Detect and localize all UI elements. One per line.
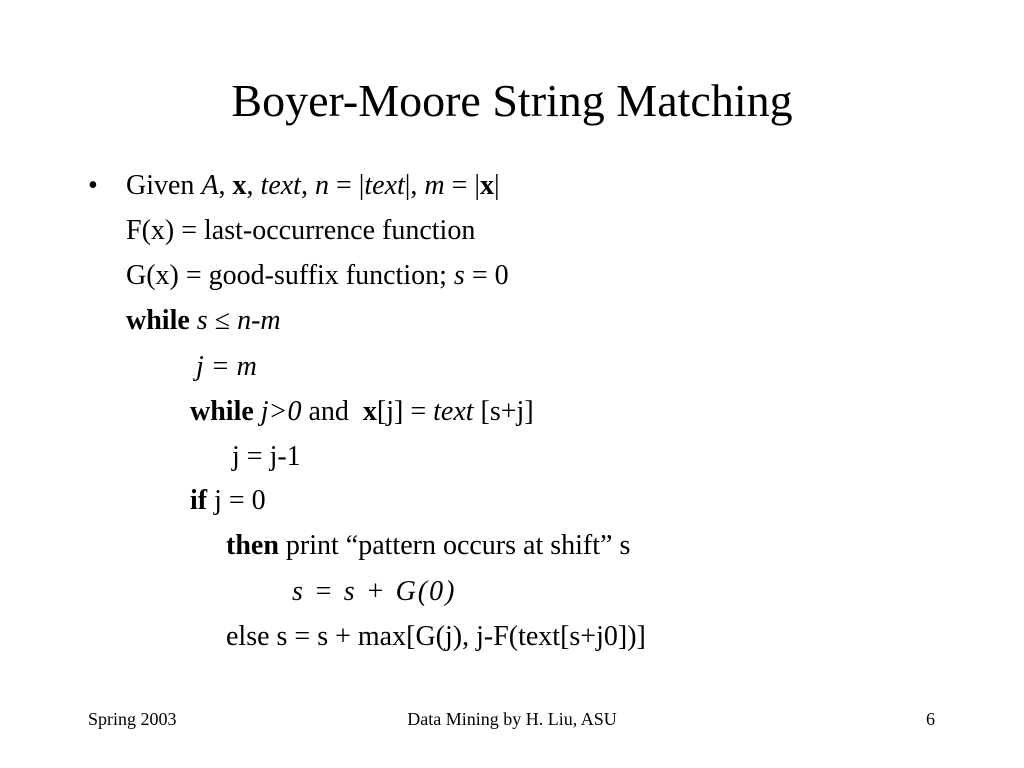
footer-course: Data Mining by H. Liu, ASU	[407, 709, 617, 729]
line-then	[226, 530, 630, 562]
footer-page-number: 6	[926, 709, 935, 729]
line-inner-while	[190, 396, 534, 428]
line-segment: and	[301, 396, 363, 427]
line-segment: Given	[126, 170, 202, 201]
line-segment: = |	[328, 170, 365, 201]
line-segment: A	[201, 170, 219, 201]
line-segment: s	[196, 305, 208, 336]
line-segment: while	[126, 305, 190, 336]
line-segment: j>0	[260, 396, 302, 427]
line-segment: then	[226, 530, 279, 561]
line-if	[190, 485, 266, 517]
line-segment: ≤	[207, 305, 238, 336]
line-segment: j = 0	[207, 485, 266, 516]
line-segment: if	[190, 485, 208, 516]
line-segment: while	[190, 396, 254, 427]
line-segment: else s = s + max[G(j), j-F(text[s+j0])]	[226, 621, 646, 652]
line-given	[126, 170, 500, 202]
line-segment: j = j-1	[232, 441, 301, 472]
line-shift-update	[292, 576, 456, 608]
line-segment: [j] =	[376, 396, 434, 427]
line-segment: |	[494, 170, 500, 201]
line-segment: s = s + G(0)	[292, 576, 457, 607]
line-segment: x	[232, 170, 247, 201]
line-last-occurrence	[126, 215, 475, 247]
line-segment: n-m	[237, 305, 281, 336]
line-segment: m	[424, 170, 445, 201]
line-segment	[190, 305, 197, 336]
line-else	[226, 621, 646, 653]
footer-date: Spring 2003	[88, 709, 177, 729]
line-segment	[254, 396, 261, 427]
line-j-decrement	[232, 441, 301, 473]
line-segment: text	[433, 396, 474, 427]
line-segment: text	[260, 170, 301, 201]
line-segment: x	[480, 170, 495, 201]
line-segment: print “pattern occurs at shift” s	[278, 530, 631, 561]
line-segment: = 0	[464, 260, 509, 291]
line-outer-while	[126, 305, 281, 337]
line-segment: ,	[246, 170, 261, 201]
slide-title: Boyer-Moore String Matching	[231, 75, 793, 126]
line-segment: = |	[444, 170, 481, 201]
line-segment: s	[453, 260, 465, 291]
line-good-suffix	[126, 260, 509, 292]
line-segment: F(x) = last-occurrence function	[126, 215, 476, 246]
line-segment: n	[314, 170, 329, 201]
line-segment: ,	[218, 170, 233, 201]
line-segment: ,	[300, 170, 315, 201]
line-segment: |,	[404, 170, 425, 201]
line-segment: text	[364, 170, 405, 201]
line-segment: j = m	[196, 351, 257, 382]
bullet-marker: •	[88, 170, 98, 201]
line-segment: [s+j]	[473, 396, 534, 427]
line-j-assign	[196, 351, 257, 383]
line-segment: x	[362, 396, 377, 427]
line-segment: G(x) = good-suffix function;	[126, 260, 454, 291]
